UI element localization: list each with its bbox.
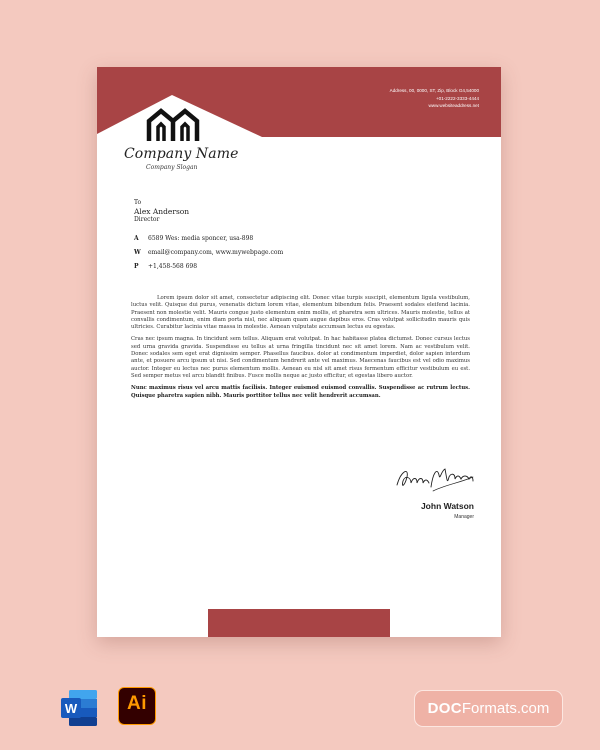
signer-title: Manager <box>454 514 474 520</box>
contact-block <box>309 87 479 110</box>
footer-accent-bar <box>208 609 390 637</box>
info-key: W <box>134 249 141 256</box>
brand-doc: DOC <box>427 700 462 717</box>
recipient-block <box>134 199 189 224</box>
info-value: email@company.com, www.mywebpage.com <box>148 249 284 256</box>
info-row-web <box>134 249 283 256</box>
recipient-name: Alex Anderson <box>134 207 190 216</box>
signer-name: John Watson <box>420 501 474 511</box>
svg-text:W: W <box>64 701 78 716</box>
contact-address: Address, 00, 0000, ST, Zip, Block G4,54000 <box>389 88 479 93</box>
to-label: To <box>134 199 142 206</box>
info-key: P <box>134 263 139 270</box>
docformats-brand-badge[interactable] <box>414 690 563 727</box>
illustrator-icon-label: Ai <box>127 693 147 714</box>
contact-phone: +01-2222-3333-4444 <box>435 95 479 101</box>
company-name: Company Name <box>124 146 239 162</box>
letterhead-page <box>97 67 501 637</box>
info-row-phone <box>134 263 197 270</box>
recipient-title: Director <box>134 216 160 223</box>
info-row-address <box>134 235 253 242</box>
info-key: A <box>134 235 139 242</box>
letter-body <box>131 295 470 405</box>
body-paragraph-3: Nunc maximus risus vel arcu mattis facilisis. Integer euismod euismod convallis. Suspendisse ac rutrum lectus. Quisque pharetra sapien nibh. Mauris porttitor tellus nec velit hendrerit accumsan. <box>131 385 470 399</box>
company-slogan: Company Slogan <box>146 164 198 171</box>
word-app-icon <box>59 688 99 728</box>
brand-formats: Formats.com <box>461 700 550 717</box>
signature-image <box>393 463 475 493</box>
contact-website: www.websiteaddress.net <box>428 103 479 108</box>
info-value: +1,458-568 698 <box>148 263 198 270</box>
illustrator-app-icon <box>118 687 158 727</box>
info-value: 6589 Wes: media sponcer, usa-898 <box>148 235 254 242</box>
house-logo-icon <box>146 107 200 143</box>
body-paragraph-2: Cras nec ipsum magna. In tincidunt sem tellus. Aliquam erat volutpat. In hac habitasse platea dictumst. Donec cursus lectus sed urna gravida gravida. Suspendisse eu tellus at urna fringilla tincidunt nec sit amet lorem. Nam ac vestibulum velit. Donec sodales sem eget erat dignissim semper. Phasellus faucibus. dolor at condimentum imperdiet, dolor sapien interdum ante, et posuere arcu ipsum ut nisi. Sed condimentum hendrerit ante vel maximus. Maecenas faucibus est vel odio maximus auctor. Integer eu lectus nec purus elementum mollis. Aenean eu nisl sit amet risus fermentum efficitur vestibulum eu est. Sed semper metus vel arcu blandit finibus. Fusce mollis neque ac justo efficitur, et egestas libero auctor. <box>131 336 470 379</box>
body-paragraph-1: Lorem ipsum dolor sit amet, consectetur adipiscing elit. Donec vitae turpis suscipit, elementum ligula vestibulum, luctus velit. Quisque dui purus, venenatis dictum lorem vitae, elementum bibendum felis. Praesent sodales eleifend lacinia. Praesent non molestie velit. Mauris congue justo elementum enim mollis, et pharetra sem ultrices. Mauris molestie, tellus at convallis condimentum, enim diam porta nisl, nec aliquam quam augue dapibus eros. Cras volutpat sollicitudin mauris quis ultricies. Curabitur lacinia vitae massa in molestie. Aenean vulputate accumsan lectus eu egestas. <box>131 295 470 331</box>
brand-text <box>415 700 562 717</box>
